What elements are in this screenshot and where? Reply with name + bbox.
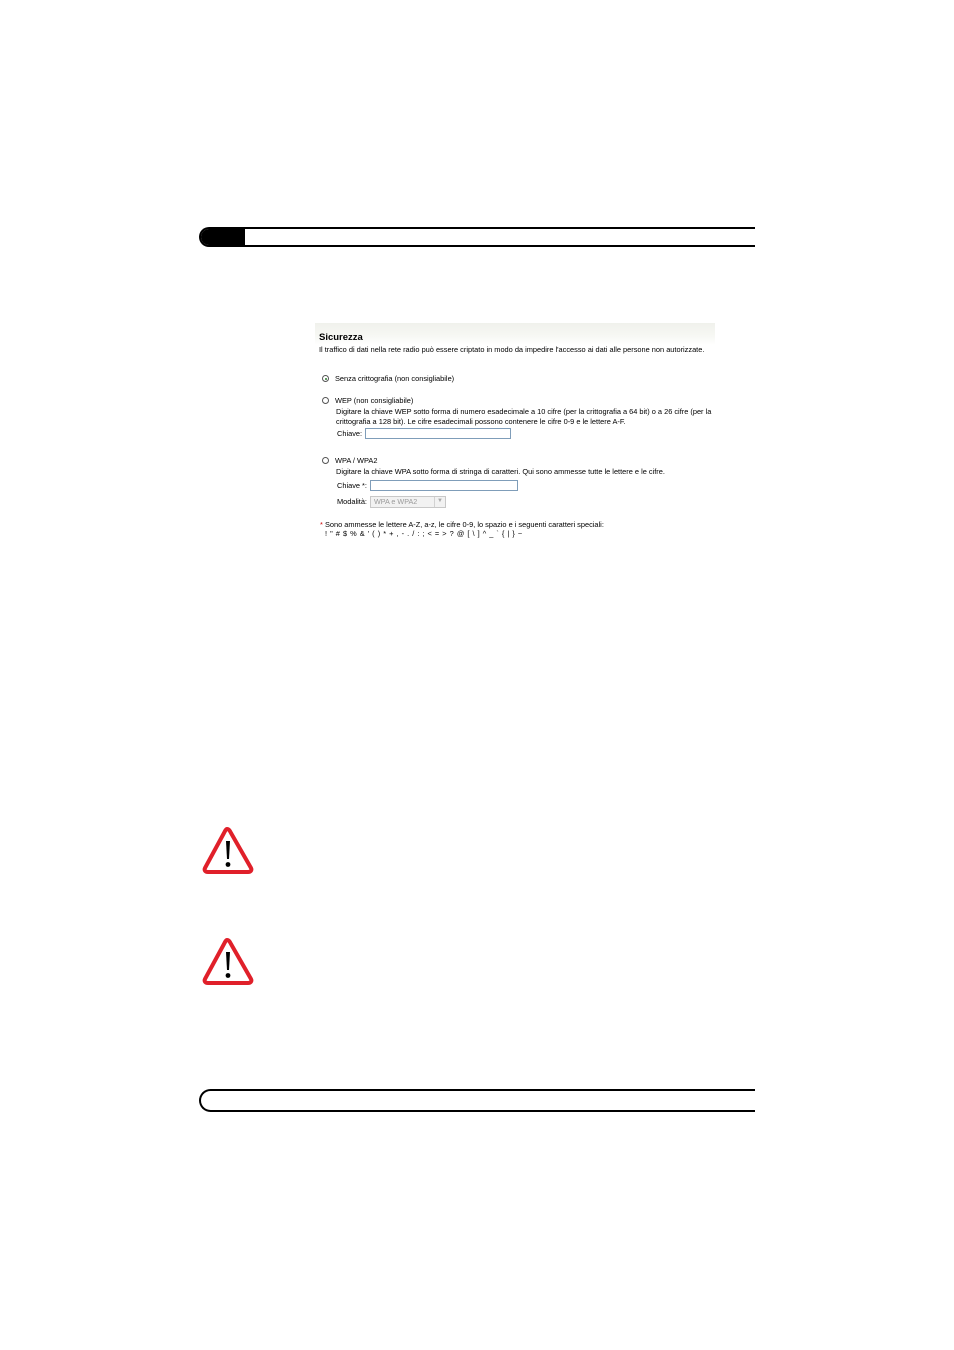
radio-wep[interactable] <box>322 397 329 404</box>
radio-no-encryption[interactable] <box>322 375 329 382</box>
required-asterisk: * <box>320 520 323 529</box>
special-chars-list: ! " # $ % & ' ( ) * + , - . / : ; < = > ? @ [ \ ] ^ _ ` { | } ~ <box>325 529 523 538</box>
page-number-tab <box>201 229 245 245</box>
wpa-mode-value: WPA e WPA2 <box>374 497 418 507</box>
wep-key-label: Chiave: <box>337 428 363 438</box>
wpa-key-row <box>337 480 518 491</box>
radio-wpa[interactable] <box>322 457 329 464</box>
option-wpa-label: WPA / WPA2 <box>335 456 378 465</box>
wep-description: Digitare la chiave WEP sotto forma di numero esadecimale a 10 cifre (per la crittografia a 64 bit) o a 26 cifre (per la crittografia a 128 bit). Le cifre esadecimali possono contenere le cifre 0-9 e le lettere A-F. <box>336 407 712 426</box>
option-wep[interactable] <box>322 396 413 406</box>
wep-key-input[interactable] <box>365 428 511 439</box>
option-no-encryption[interactable] <box>322 374 454 384</box>
header-rule <box>199 227 755 247</box>
warning-triangle-icon <box>202 826 254 874</box>
option-wep-label: WEP (non consigliabile) <box>335 396 414 405</box>
wpa-mode-row <box>337 496 446 508</box>
wpa-key-label: Chiave *: <box>337 480 367 490</box>
option-no-encryption-label: Senza crittografia (non consigliabile) <box>335 374 455 383</box>
panel-header-band <box>315 323 715 345</box>
warning-triangle-icon <box>202 937 254 985</box>
option-wpa[interactable] <box>322 456 377 466</box>
wpa-mode-select[interactable] <box>370 496 446 508</box>
wpa-key-input[interactable] <box>370 480 518 491</box>
footer-rule <box>199 1089 755 1112</box>
allowed-chars-text: Sono ammesse le lettere A-Z, a-z, le cifre 0-9, lo spazio e i seguenti caratteri speciali: <box>324 520 604 529</box>
wpa-mode-label: Modalità: <box>337 497 367 507</box>
wep-key-row <box>337 428 511 439</box>
panel-intro-text: Il traffico di dati nella rete radio può essere criptato in modo da impedire l'accesso ai dati alle persone non autorizzate. <box>319 345 705 354</box>
wpa-description: Digitare la chiave WPA sotto forma di stringa di caratteri. Qui sono ammesse tutte le lettere e le cifre. <box>336 467 665 476</box>
security-settings-panel <box>315 323 715 545</box>
panel-title: Sicurezza <box>319 332 363 343</box>
chevron-down-icon: ▼ <box>434 497 445 507</box>
